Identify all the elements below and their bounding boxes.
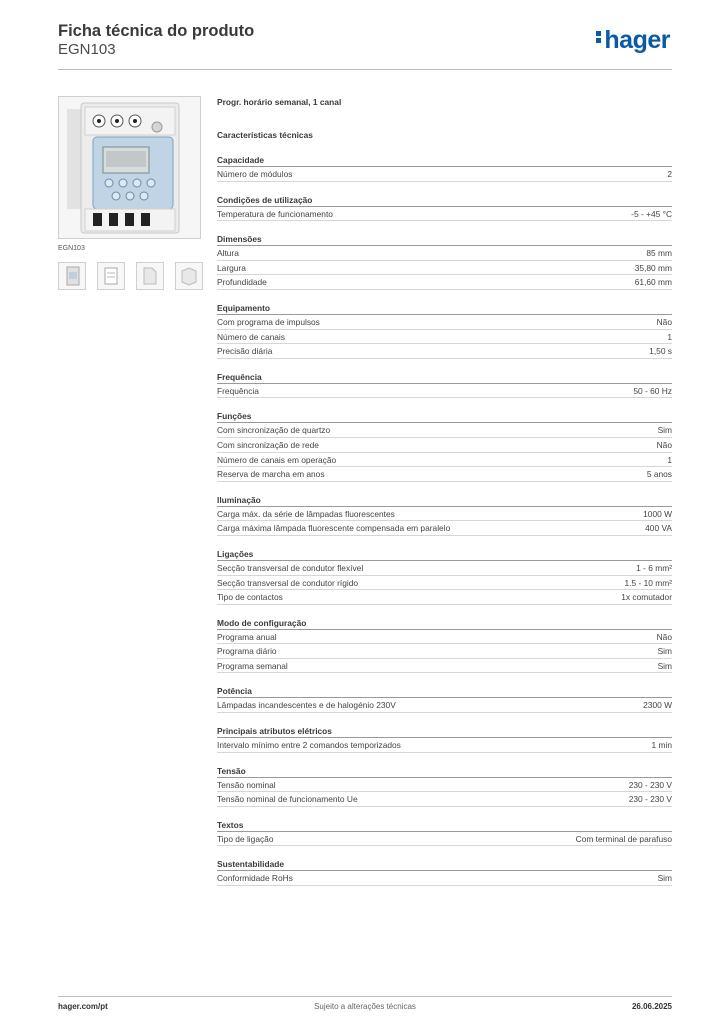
spec-value: Sim [657,646,672,657]
spec-value: 2300 W [643,700,672,711]
spec-row [217,261,672,276]
hager-logo [596,26,670,55]
spec-row [217,590,672,605]
footer-website[interactable]: hager.com/pt [58,1002,108,1011]
section-title: Sustentabilidade [217,858,672,871]
spec-value: 61,60 mm [634,277,672,288]
spec-label: Com programa de impulsos [217,316,320,327]
spec-section [217,548,672,605]
spec-value: 5 anos [646,469,672,480]
spec-value: 1000 W [643,508,672,519]
spec-section [217,154,672,182]
spec-value: 50 - 60 Hz [633,385,672,396]
spec-value: Não [656,439,672,450]
schematic-icon [100,265,122,287]
spec-label: Secção transversal de condutor rígido [217,577,359,588]
thumbnail-side[interactable] [136,262,164,290]
spec-section [217,371,672,399]
spec-section [217,765,672,807]
spec-section [217,685,672,713]
device-front-icon [61,265,83,287]
spec-row [217,275,672,290]
spec-label: Tipo de ligação [217,833,274,844]
spec-row [217,423,672,438]
spec-value: 230 - 230 V [628,779,672,790]
spec-label: Lâmpadas incandescentes e de halogénio 230V [217,700,396,711]
spec-row [217,698,672,713]
spec-row [217,330,672,345]
device-angle-icon [178,265,200,287]
spec-row [217,561,672,576]
spec-label: Com sincronização de rede [217,439,319,450]
spec-row [217,207,672,222]
spec-row [217,507,672,522]
spec-value: Não [656,631,672,642]
spec-label: Secção transversal de condutor flexível [217,562,364,573]
thumbnail-front[interactable] [58,262,86,290]
footer-note: Sujeito a alterações técnicas [314,1002,416,1011]
spec-label: Intervalo mínimo entre 2 comandos temporizados [217,740,401,751]
spec-row [217,438,672,453]
spec-section [217,858,672,886]
spec-label: Número de módulos [217,169,293,179]
spec-row [217,832,672,847]
spec-label: Tensão nominal de funcionamento Ue [217,794,358,805]
spec-sections [217,154,672,886]
spec-row [217,778,672,793]
spec-value: 1 [667,454,672,465]
spec-value: 1 - 6 mm² [636,562,672,573]
spec-label: Programa diário [217,646,277,657]
section-title: Frequência [217,371,672,384]
spec-row [217,384,672,399]
thumbnail-angle[interactable] [175,262,203,290]
spec-value: 2 [667,169,672,179]
spec-label: Número de canais em operação [217,454,337,465]
footer-date: 26.06.2025 [631,1002,672,1011]
spec-section [217,233,672,290]
spec-value: 400 VA [645,523,672,534]
spec-label: Profundidade [217,277,267,288]
spec-label: Tensão nominal [217,779,276,790]
spec-label: Precisão diária [217,346,273,357]
page-header [58,22,672,70]
section-title: Equipamento [217,302,672,315]
spec-label: Programa semanal [217,660,288,671]
spec-label: Carga máx. da série de lâmpadas fluorescentes [217,508,395,519]
spec-label: Reserva de marcha em anos [217,469,325,480]
spec-section [217,725,672,753]
spec-section [217,302,672,359]
spec-row [217,521,672,536]
spec-value: 230 - 230 V [628,794,672,805]
document-title: Ficha técnica do produto [58,22,255,40]
spec-row [217,738,672,753]
spec-value: 85 mm [646,248,672,259]
logo-text: hager [604,26,670,54]
spec-row [217,246,672,261]
spec-label: Com sincronização de quartzo [217,425,331,436]
device-side-icon [139,265,161,287]
section-title: Potência [217,685,672,698]
spec-label: Tipo de contactos [217,592,283,603]
product-code: EGN103 [58,41,116,58]
spec-label: Largura [217,262,246,273]
spec-section [217,819,672,847]
spec-label: Frequência [217,385,259,396]
spec-value: -5 - +45 °C [631,208,672,219]
spec-section [217,194,672,222]
specifications-heading: Características técnicas [217,130,313,140]
spec-value: Com terminal de parafuso [575,833,672,844]
spec-value: 35,80 mm [634,262,672,273]
thumbnail-strip [58,262,203,290]
spec-row [217,871,672,886]
thumbnail-schematic[interactable] [97,262,125,290]
spec-row [217,630,672,645]
spec-value: 1 [667,331,672,342]
section-title: Condições de utilização [217,194,672,207]
section-title: Textos [217,819,672,832]
section-title: Funções [217,410,672,423]
spec-row [217,644,672,659]
spec-value: 1x comutador [621,592,672,603]
spec-row [217,453,672,468]
product-image-caption: EGN103 [58,245,85,252]
spec-section [217,617,672,674]
spec-row [217,167,672,182]
spec-row [217,467,672,482]
timer-device-icon [59,97,201,239]
spec-value: Sim [657,660,672,671]
spec-value: Não [656,316,672,327]
spec-label: Altura [217,248,239,259]
spec-label: Temperatura de funcionamento [217,208,333,219]
spec-section [217,494,672,536]
spec-label: Programa anual [217,631,277,642]
spec-value: 1 min [651,740,672,751]
spec-section [217,410,672,481]
section-title: Dimensões [217,233,672,246]
page-footer [58,996,672,1016]
specifications [217,96,672,886]
spec-value: 1.5 - 10 mm² [624,577,672,588]
spec-row [217,792,672,807]
product-image [58,96,201,239]
section-title: Principais atributos elétricos [217,725,672,738]
section-title: Capacidade [217,154,672,167]
section-title: Tensão [217,765,672,778]
section-title: Ligações [217,548,672,561]
spec-row [217,576,672,591]
spec-value: 1,50 s [649,346,672,357]
spec-row [217,344,672,359]
spec-label: Número de canais [217,331,285,342]
spec-value: Sim [657,873,672,884]
spec-row [217,315,672,330]
section-title: Iluminação [217,494,672,507]
spec-label: Carga máxima lâmpada fluorescente compensada em paralelo [217,523,451,534]
spec-label: Conformidade RoHs [217,873,293,884]
logo-dots-icon [596,29,602,45]
section-title: Modo de configuração [217,617,672,630]
product-name: Progr. horário semanal, 1 canal [217,97,342,107]
spec-value: Sim [657,425,672,436]
spec-row [217,659,672,674]
